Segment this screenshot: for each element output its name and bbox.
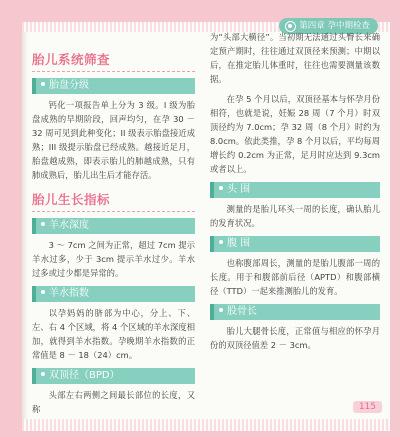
subheading-label: 股骨长 (227, 306, 257, 317)
bullet-icon (41, 290, 45, 294)
subheading-head-circumference (210, 182, 380, 198)
chapter-label: 第四章 孕中期检查 (299, 21, 370, 31)
paragraph-head-circumference: 测量的是胎儿环头一周的长度，确认胎儿的发育状况。 (210, 204, 380, 228)
left-column (32, 50, 195, 416)
page-spine-shadow (22, 22, 28, 431)
section-title-growth-index: 胎儿生长指标 (32, 190, 195, 212)
subheading-amniotic-index (32, 286, 195, 302)
page-frame-bottom (0, 431, 400, 437)
subheading-femur-length (210, 304, 380, 320)
subheading-placenta-grade (32, 78, 195, 94)
subheading-label: 头 围 (227, 184, 251, 195)
section-title-fetal-screening: 胎儿系统筛查 (32, 50, 195, 72)
subheading-label: 羊水指数 (49, 288, 89, 299)
paragraph-abdominal-circumference: 也称腹部周长，测量的是胎儿腹部一周的长度。用于和腹部前后径（APTD）和腹部横径（TTD）一起来推测胎儿的发育。 (210, 258, 380, 296)
subheading-label: 胎盘分级 (49, 80, 89, 91)
bullet-icon (219, 240, 223, 244)
paragraph-amniotic-depth: 3 ～ 7cm 之间为正常，超过 7cm 提示羊水过多，少于 3cm 提示羊水过少。羊水过多或过少都是异常的。 (32, 240, 195, 278)
bullet-icon (41, 222, 45, 226)
subheading-amniotic-depth (32, 218, 195, 234)
subheading-label: 双顶径（BPD） (49, 370, 120, 381)
page-number: 115 (353, 401, 382, 413)
subheading-bpd (32, 368, 195, 384)
bullet-icon (41, 372, 45, 376)
paragraph-bpd-growth: 在孕 5 个月以后，双顶径基本与怀孕月份相符，也就是说，妊娠 28 周（7 个月）时双顶径约为 7.0cm；孕 32 周（8 个月）时约为 8.0cm。依此类推，孕 8 个月以后，平均每周增长约 0.2cm 为正常，足月时应达到 9.3cm 或者以上。 (210, 94, 380, 174)
bullet-icon (41, 82, 45, 86)
bottom-stripe-decoration (22, 419, 390, 431)
bullet-icon (219, 308, 223, 312)
page-frame-right (390, 0, 400, 437)
page-frame-left (0, 0, 22, 437)
paragraph-bpd-continued: 为“头部大横径”。当初期无法通过头臀长来确定预产期时，往往通过双顶径来预测；中期以后，在推定胎儿体重时，往往也需要测量该数据。 (210, 32, 380, 84)
book-page (22, 22, 390, 431)
paragraph-bpd: 头部左右两侧之间最长部位的长度，又称 (32, 390, 195, 414)
paragraph-amniotic-index: 以孕妈妈的脐部为中心，分上、下、左、右 4 个区域，将 4 个区域的羊水深度相加，就得到羊水指数。孕晚期羊水指数的正常值是 8 － 18（24）cm。 (32, 308, 195, 360)
bullet-icon (219, 186, 223, 190)
paragraph-placenta-grade: 钙化一项报告单上分为 3 级。I 级为胎盘成熟的早期阶段，回声均匀，在孕 30 － 32 周可见到此种变化；II 级表示胎盘接近成熟；III 级提示胎盘已经成熟。越接近足月，胎盘越成熟，即表示胎儿的肺越成熟，只有肺成熟后，胎儿出生后才能存活。 (32, 100, 195, 180)
right-column (210, 30, 380, 352)
subheading-label: 羊水深度 (49, 220, 89, 231)
subheading-abdominal-circumference (210, 236, 380, 252)
subheading-label: 腹 围 (227, 238, 251, 249)
paragraph-femur-length: 胎儿大腿骨长度，正常值与相应的怀孕月份的双顶径值差 2 － 3cm。 (210, 326, 380, 350)
